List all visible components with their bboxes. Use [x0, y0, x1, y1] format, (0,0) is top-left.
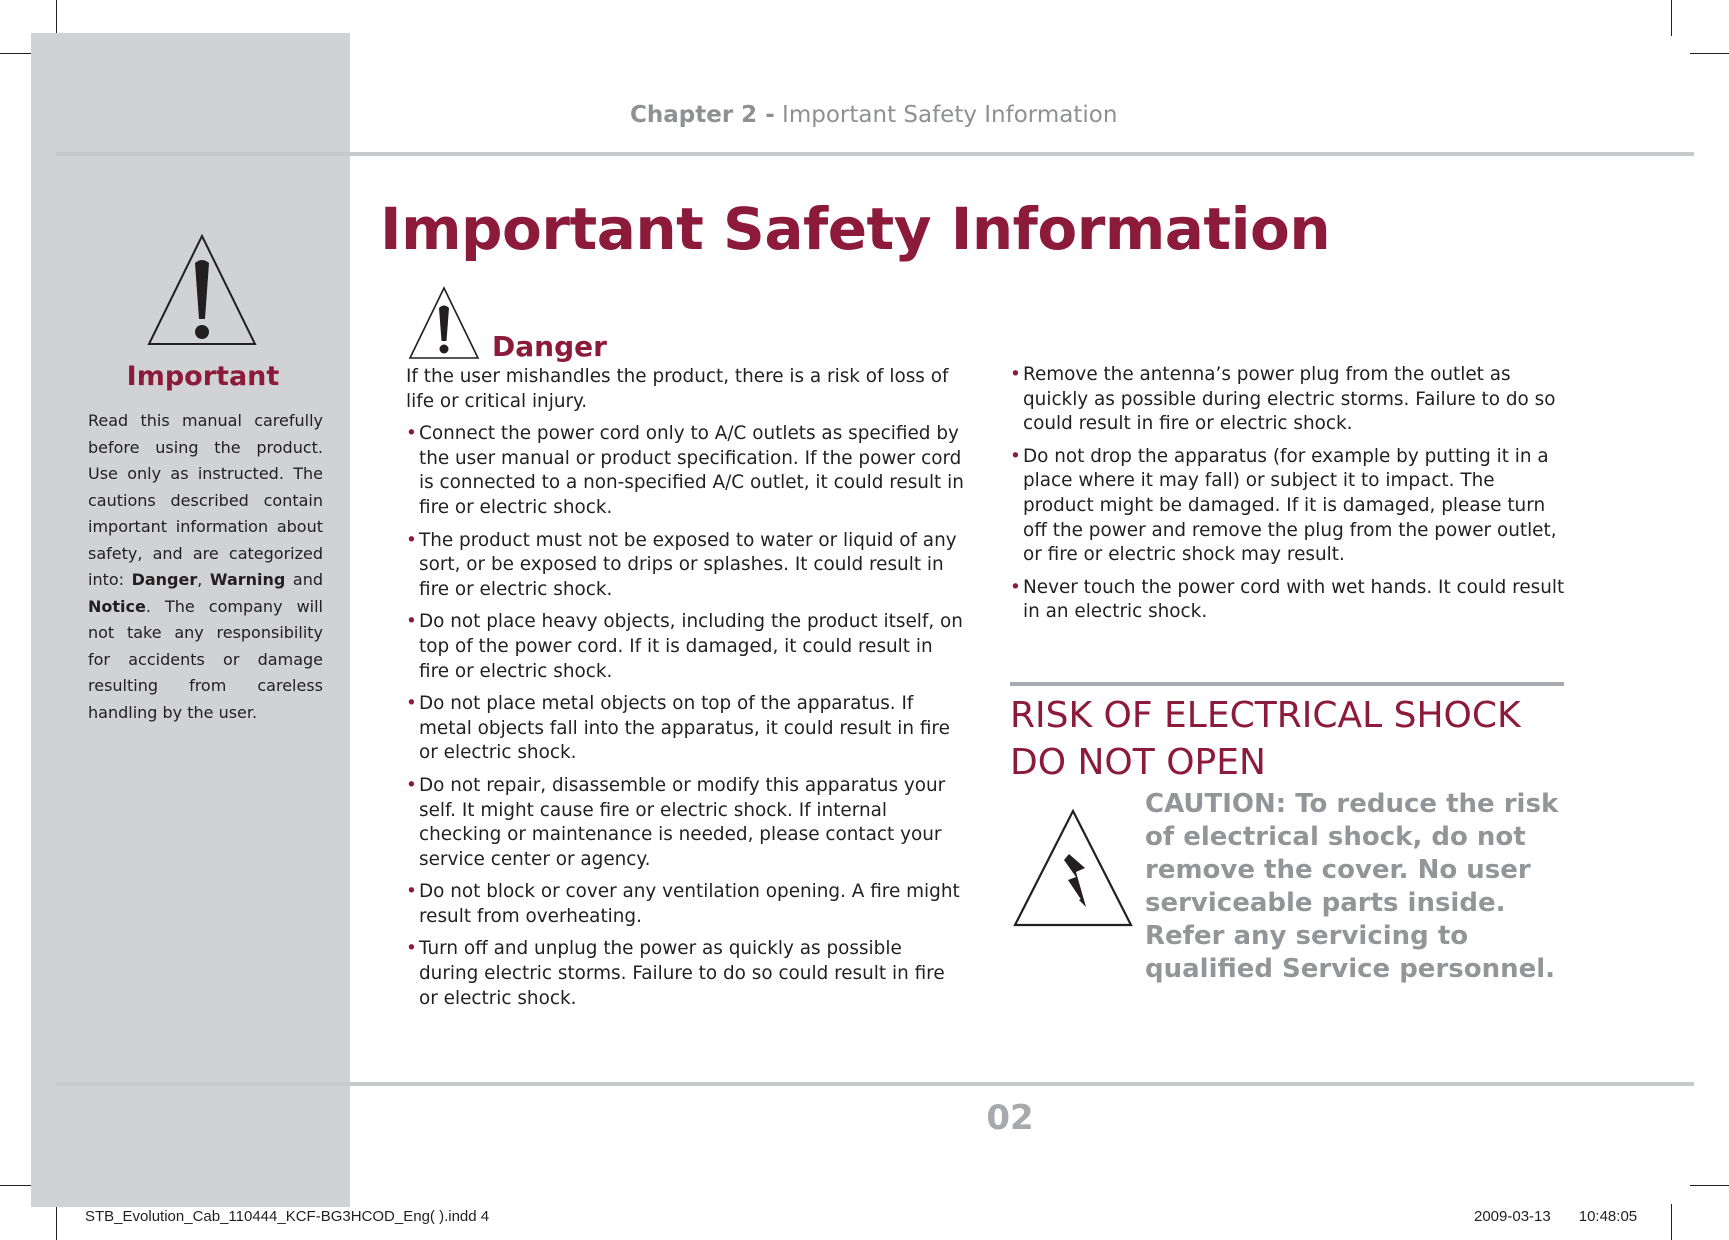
list-item	[406, 422, 966, 520]
list-item	[406, 610, 966, 684]
bullet-icon: •	[406, 529, 417, 551]
warning-triangle-icon	[408, 286, 480, 360]
bullet-icon: •	[406, 693, 417, 715]
crop-mark	[56, 0, 57, 36]
list-item-text: Turn off and unplug the power as quickly as possible during electric storms. Failure to do so could result in fire or electric shock.	[419, 938, 945, 1009]
important-text-part: Read this manual carefully before using the product. Use only as instructed. The cautions described contain important information about safety, and are categorized into:	[88, 411, 323, 589]
header-rule	[56, 152, 1694, 156]
slug-time: 10:48:05	[1578, 1208, 1638, 1225]
bullet-icon: •	[406, 938, 417, 960]
page-number: 02	[986, 1098, 1034, 1138]
list-item	[406, 529, 966, 603]
bullet-icon: •	[1010, 364, 1021, 385]
list-item-text: Do not drop the apparatus (for example by putting it in a place where it may fall) or subject it to impact. The product might be damaged. If it is damaged, please turn off the power and remove the plug from the power outlet, or fire or electric shock may result.	[1023, 445, 1557, 566]
bullet-icon: •	[406, 774, 417, 796]
chapter-number: Chapter 2 -	[630, 102, 775, 128]
lightning-triangle-icon	[1012, 808, 1134, 928]
list-item	[406, 774, 966, 872]
list-item-text: Do not repair, disassemble or modify this apparatus your self. It might cause fire or electric shock. If internal checking or maintenance is needed, please contact your service center or agency.	[419, 774, 946, 870]
chapter-header	[630, 102, 1117, 128]
risk-line-1: RISK OF ELECTRICAL SHOCK	[1010, 695, 1521, 736]
crop-mark	[56, 1204, 57, 1240]
risk-divider	[1010, 682, 1564, 686]
important-text-part: . The company will not take any responsibility for accidents or damage resulting from careless handling by the user.	[88, 596, 323, 722]
slug-date: 2009-03-13	[1474, 1208, 1551, 1225]
danger-list-right	[1010, 363, 1570, 633]
list-item-text: Never touch the power cord with wet hands. It could result in an electric shock.	[1023, 576, 1565, 623]
risk-line-2: DO NOT OPEN	[1010, 742, 1266, 783]
crop-mark	[1690, 53, 1729, 54]
category-danger: Danger	[131, 570, 198, 589]
list-item-text: Do not place metal objects on top of the apparatus. If metal objects fall into the apparatus, it could result in fire or electric shock.	[419, 693, 950, 764]
page-title: Important Safety Information	[380, 195, 1331, 263]
danger-heading: Danger	[492, 330, 607, 363]
list-item	[406, 937, 966, 1011]
warning-triangle-icon	[146, 233, 258, 347]
crop-mark	[1671, 1204, 1672, 1240]
crop-mark	[1671, 0, 1672, 36]
list-item	[406, 692, 966, 766]
list-item	[406, 880, 966, 929]
important-label: Important	[126, 361, 280, 392]
slug-timestamp	[1474, 1208, 1637, 1225]
list-item	[1010, 363, 1570, 437]
bullet-icon: •	[1010, 576, 1021, 598]
chapter-title: Important Safety Information	[774, 102, 1118, 128]
slug-filename: STB_Evolution_Cab_110444_KCF-BG3HCOD_Eng( ).indd 4	[85, 1208, 490, 1225]
bullet-icon: •	[406, 423, 417, 445]
footer-rule	[56, 1082, 1694, 1086]
list-item-text: Do not place heavy objects, including the product itself, on top of the power cord. If it is damaged, it could result in fire or electric shock.	[419, 611, 963, 682]
crop-mark	[1690, 1185, 1729, 1186]
caution-text: CAUTION: To reduce the risk of electrical shock, do not remove the cover. No user serviceable parts inside. Refer any servicing to qualified Service personnel.	[1145, 789, 1559, 984]
category-warning: Warning	[209, 570, 286, 589]
danger-list-left	[406, 365, 966, 1019]
important-description: Read this manual carefully before using the product. Use only as instructed. The cautions described contain important information about safety, and are categorized into: Danger, Warning and Notice. The company will not take any responsibility for accidents or damage resulting from careless handling by the user.	[88, 411, 323, 722]
list-item-text: The product must not be exposed to water or liquid of any sort, or be exposed to drips or splashes. It could result in fire or electric shock.	[419, 529, 957, 600]
list-item	[1010, 576, 1570, 625]
danger-intro: If the user mishandles the product, there is a risk of loss of life or critical injury.	[406, 366, 949, 412]
bullet-icon: •	[406, 881, 417, 903]
list-item-text: Remove the antenna’s power plug from the outlet as quickly as possible during electric storms. Failure to do so could result in fire or electric shock.	[1023, 364, 1556, 435]
list-item	[1010, 445, 1570, 568]
important-text-and: and	[285, 570, 323, 589]
list-item-text: Connect the power cord only to A/C outlets as specified by the user manual or product specification. If the power cord is connected to a non-specified A/C outlet, it could result in fire or electric shock.	[419, 423, 964, 518]
bullet-icon: •	[406, 611, 417, 633]
risk-heading	[1010, 692, 1570, 786]
list-item-text: Do not block or cover any ventilation opening. A fire might result from overheating.	[419, 881, 960, 927]
bullet-icon: •	[1010, 445, 1021, 467]
category-notice: Notice	[88, 596, 146, 616]
